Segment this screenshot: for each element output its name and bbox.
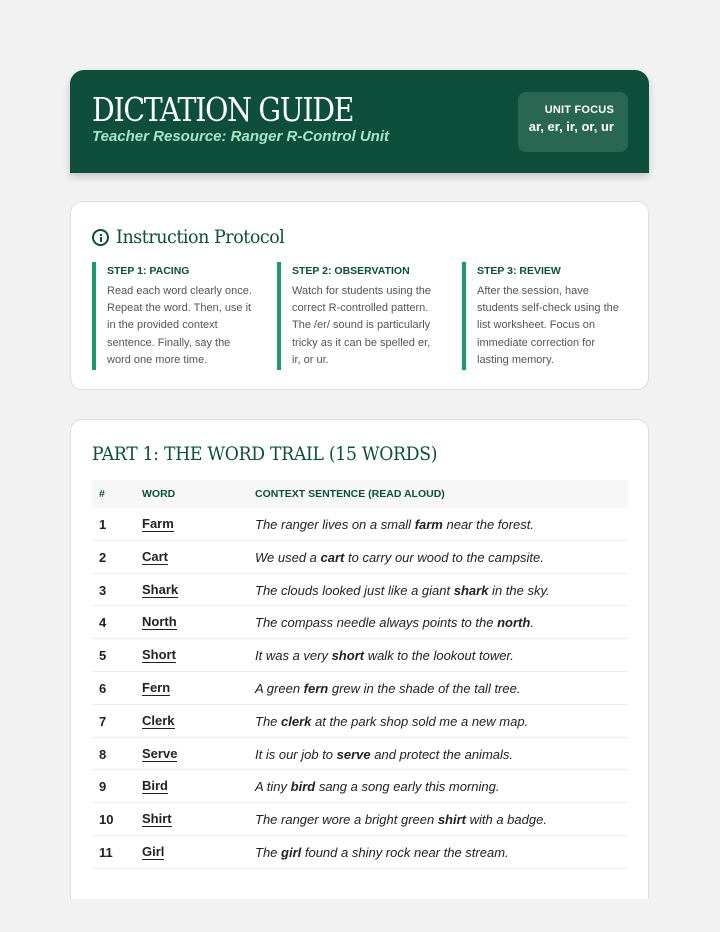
table-row: [92, 803, 628, 836]
sentence-before: The: [255, 713, 282, 729]
row-number: 3: [99, 582, 107, 598]
table-row: [92, 606, 628, 639]
sentence-before: A tiny: [255, 779, 291, 795]
row-word: Girl: [142, 843, 165, 859]
page-header: [70, 70, 649, 173]
row-number: 7: [99, 713, 107, 729]
sentence-after: with a badge.: [466, 812, 547, 828]
row-number: 6: [99, 680, 107, 696]
sentence-before: The ranger wore a bright green: [255, 812, 438, 828]
protocol-title: Instruction Protocol: [116, 226, 285, 248]
step-title: STEP 1: PACING: [107, 265, 190, 277]
row-number: 5: [99, 648, 107, 664]
page-subtitle: Teacher Resource: Ranger R-Control Unit: [92, 128, 389, 145]
sentence-after: at the park shop sold me a new map.: [311, 713, 529, 729]
table-row: [92, 836, 628, 869]
row-word: Clerk: [142, 712, 175, 728]
row-number: 10: [99, 812, 114, 828]
row-word: Bird: [142, 778, 168, 794]
step-body: Read each word clearly once. Repeat the word. Then, use it in the provided context sentence. Finally, say the word one more time.: [107, 285, 252, 366]
section-title: PART 1: THE WORD TRAIL (15 WORDS): [92, 444, 438, 465]
table-header: [92, 480, 628, 508]
sentence-after: grew in the shade of the tall tree.: [328, 680, 521, 696]
step-observation: [277, 262, 437, 370]
table-row: [92, 508, 628, 541]
sentence-after: near the forest.: [442, 517, 534, 532]
sentence-after: and protect the animals.: [370, 746, 513, 762]
sentence-after: walk to the lookout tower.: [364, 648, 514, 664]
row-word: Shirt: [142, 811, 172, 827]
column-header-number: #: [99, 488, 105, 500]
table-row: [92, 705, 628, 738]
unit-focus-label: UNIT FOCUS: [544, 104, 614, 116]
table-row: [92, 541, 628, 574]
sentence-target-word: fern: [303, 680, 329, 696]
context-sentence: [255, 714, 528, 729]
sentence-after: sang a song early this morning.: [315, 779, 500, 795]
unit-focus-value: ar, er, ir, or, ur: [528, 119, 614, 134]
table-row: [92, 639, 628, 672]
context-sentence: [255, 583, 550, 598]
sentence-target-word: shark: [453, 582, 489, 598]
sentence-target-word: north: [497, 615, 531, 631]
row-number: 8: [99, 746, 107, 762]
sentence-target-word: bird: [290, 779, 316, 795]
sentence-before: It was a very: [255, 648, 332, 664]
context-sentence: [255, 648, 514, 663]
instruction-protocol-card: [70, 201, 649, 390]
row-number: 9: [99, 779, 107, 795]
row-word: Farm: [142, 516, 174, 531]
context-sentence: [255, 615, 534, 630]
table-row: [92, 738, 628, 771]
row-number: 2: [99, 549, 107, 565]
word-trail-card: [70, 419, 649, 899]
sentence-after: found a shiny rock near the stream.: [301, 844, 509, 860]
table-row: [92, 574, 628, 607]
sentence-before: The clouds looked just like a giant: [255, 582, 454, 598]
unit-focus-box: [518, 92, 628, 152]
sentence-before: It is our job to: [255, 746, 337, 762]
info-icon: [92, 229, 109, 246]
row-word: Fern: [142, 679, 171, 695]
row-word: North: [142, 614, 177, 630]
context-sentence: [255, 517, 534, 532]
sentence-target-word: serve: [336, 746, 371, 762]
context-sentence: [255, 747, 513, 762]
row-word: Short: [142, 647, 176, 663]
column-header-word: WORD: [142, 488, 176, 500]
step-title: STEP 2: OBSERVATION: [292, 265, 410, 277]
table-row: [92, 672, 628, 705]
step-body: Watch for students using the correct R-controlled pattern. The /er/ sound is particularly tricky as it can be spelled er, ir, or ur.: [292, 285, 431, 366]
row-word: Serve: [142, 745, 178, 761]
context-sentence: [255, 845, 509, 860]
sentence-target-word: cart: [320, 549, 345, 565]
word-table-body: [92, 508, 628, 869]
step-body: After the session, have students self-check using the list worksheet. Focus on immediate correction for lasting memory.: [477, 285, 619, 366]
context-sentence: [255, 550, 544, 565]
row-number: 4: [99, 615, 107, 631]
sentence-before: We used a: [255, 549, 321, 565]
sentence-after: .: [530, 615, 534, 631]
sentence-target-word: farm: [414, 517, 443, 532]
column-header-sentence: CONTEXT SENTENCE (READ ALOUD): [255, 488, 445, 500]
row-number: 11: [99, 844, 113, 860]
context-sentence: [255, 812, 547, 827]
sentence-before: The: [255, 844, 282, 860]
step-title: STEP 3: REVIEW: [477, 265, 561, 277]
table-row: [92, 770, 628, 803]
protocol-heading: [92, 226, 299, 248]
sentence-target-word: clerk: [281, 713, 312, 729]
context-sentence: [255, 779, 500, 794]
sentence-after: to carry our wood to the campsite.: [344, 549, 544, 565]
row-number: 1: [99, 517, 107, 532]
sentence-before: The ranger lives on a small: [255, 517, 415, 532]
row-word: Cart: [142, 548, 169, 564]
row-word: Shark: [142, 581, 179, 597]
step-review: [462, 262, 622, 370]
sentence-target-word: short: [331, 648, 365, 664]
sentence-before: A green: [255, 680, 304, 696]
sentence-target-word: shirt: [437, 812, 466, 828]
step-pacing: [92, 262, 252, 370]
sentence-before: The compass needle always points to the: [255, 615, 498, 631]
page-title: DICTATION GUIDE: [92, 90, 354, 129]
sentence-after: in the sky.: [488, 582, 550, 598]
sentence-target-word: girl: [281, 844, 302, 860]
context-sentence: [255, 681, 520, 696]
